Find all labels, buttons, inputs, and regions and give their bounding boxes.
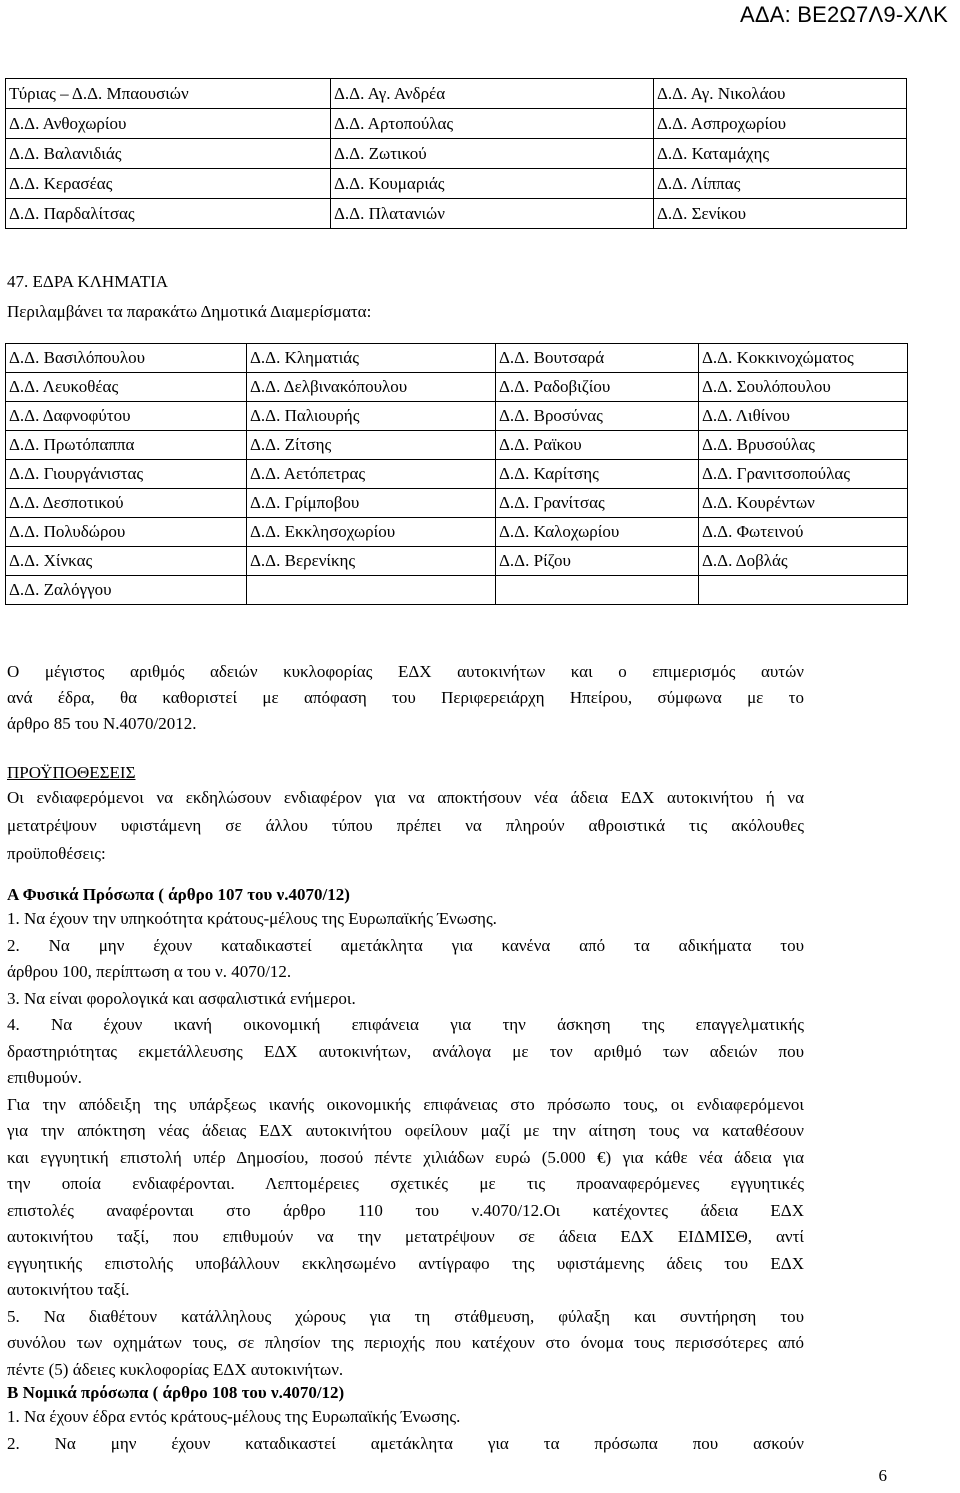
table-cell: Τύριας – Δ.Δ. Μπαουσιών [6, 79, 331, 109]
districts-table-klimatia [5, 343, 908, 605]
table-cell: Δ.Δ. Λίππας [654, 169, 907, 199]
paragraph-line: προϋποθέσεις: [7, 844, 106, 863]
prerequisites-intro [7, 784, 804, 868]
table-cell: Δ.Δ. Κερασέας [6, 169, 331, 199]
table-row [6, 547, 908, 576]
section-b-body [7, 1404, 804, 1457]
ada-code: ΑΔΑ: ΒΕ2Ω7Λ9-ΧΛΚ [739, 2, 948, 27]
table-cell: Δ.Δ. Βρυσούλας [699, 431, 908, 460]
list-item: 3. Να είναι φορολογικά και ασφαλιστικά ενήμεροι. [7, 988, 356, 1008]
paragraph-line: εγγυητικής επιστολής υποβάλλουν εκκλησωμένο αντίγραφο της υφιστάμενης άδεις του ΕΔΧ [7, 1253, 804, 1273]
paragraph-line: άρθρου 100, περίπτωση α του ν. 4070/12. [7, 962, 292, 981]
paragraph-line: άρθρο 85 του Ν.4070/2012. [7, 714, 197, 733]
table-row [6, 460, 908, 489]
table-row [6, 489, 908, 518]
table-cell: Δ.Δ. Σενίκου [654, 199, 907, 229]
table-cell: Δ.Δ. Δοβλάς [699, 547, 908, 576]
paragraph-line: Οι ενδιαφερόμενοι να εκδηλώσουν ενδιαφέρον για να αποκτήσουν νέα άδεια ΕΔΧ αυτοκινήτου ή να [7, 788, 804, 807]
table-cell: Δ.Δ. Βερενίκης [247, 547, 496, 576]
table-row [6, 199, 907, 229]
table-cell: Δ.Δ. Κοκκινοχώματος [699, 344, 908, 373]
table-row [6, 373, 908, 402]
table-cell: Δ.Δ. Γρίμποβου [247, 489, 496, 518]
paragraph-line: και εγγυητική επιστολή υπέρ Δημοσίου, ποσού πέντε χιλιάδων ευρώ (5.000 €) για κάθε νέα άδεια για [7, 1147, 804, 1167]
table-row [6, 344, 908, 373]
list-item: 2. Να μην έχουν καταδικαστεί αμετάκλητα για κανένα από τα αδικήματα του [7, 935, 804, 955]
table-cell: Δ.Δ. Κουμαριάς [331, 169, 654, 199]
table-cell: Δ.Δ. Χίνκας [6, 547, 247, 576]
paragraph-line: αυτοκινήτου ταξί, που επιθυμούν να την μετατρέψουν σε άδεια ΕΔΧ ΕΙΔΜΙΣΘ, αντί [7, 1227, 804, 1246]
table-row [6, 431, 908, 460]
paragraph-line: πέντε (5) άδειες κυκλοφορίας ΕΔΧ αυτοκινήτων. [7, 1359, 344, 1379]
table-cell: Δ.Δ. Ζίτσης [247, 431, 496, 460]
table-row [6, 402, 908, 431]
districts-table-continued [5, 78, 907, 229]
table-cell: Δ.Δ. Φωτεινού [699, 518, 908, 547]
table-row [6, 518, 908, 547]
paragraph-line: μετατρέψουν υφιστάμενη σε άλλου τύπου πρέπει να πληρούν αθροιστικά τις ακόλουθες [7, 816, 804, 835]
table-cell: Δ.Δ. Παρδαλίτσας [6, 199, 331, 229]
table-row [6, 139, 907, 169]
section-title: 47. ΕΔΡΑ ΚΛΗΜΑΤΙΑ [7, 272, 169, 291]
table-cell: Δ.Δ. Ασπροχωρίου [654, 109, 907, 139]
table-cell: Δ.Δ. Ζωτικού [331, 139, 654, 169]
table-cell: Δ.Δ. Γιουργάνιστας [6, 460, 247, 489]
table-cell: Δ.Δ. Σουλόπουλου [699, 373, 908, 402]
table-row [6, 79, 907, 109]
list-item: 2. Να μην έχουν καταδικαστεί αμετάκλητα για τα πρόσωπα που ασκούν [7, 1433, 804, 1453]
table-cell: Δ.Δ. Αετόπετρας [247, 460, 496, 489]
paragraph-line: αυτοκινήτου ταξί. [7, 1280, 130, 1299]
list-item: 4. Να έχουν ικανή οικονομική επιφάνεια για την άσκηση της επαγγελματικής [7, 1015, 804, 1034]
table-cell: Δ.Δ. Πολυδώρου [6, 518, 247, 547]
table-cell: Δ.Δ. Γρανίτσας [496, 489, 699, 518]
table-cell: Δ.Δ. Παλιουρής [247, 402, 496, 431]
table-cell: Δ.Δ. Πρωτόπαππα [6, 431, 247, 460]
list-item: 1. Να έχουν την υπηκοότητα κράτους-μέλους της Ευρωπαϊκής Ένωσης. [7, 909, 497, 928]
table-cell: Δ.Δ. Βουτσαρά [496, 344, 699, 373]
table-cell: Δ.Δ. Αγ. Ανδρέα [331, 79, 654, 109]
page-number: 6 [878, 1466, 887, 1485]
table-cell: Δ.Δ. Εκκλησοχωρίου [247, 518, 496, 547]
table-cell: Δ.Δ. Πλατανιών [331, 199, 654, 229]
table-cell: Δ.Δ. Λιθίνου [699, 402, 908, 431]
table-row [6, 109, 907, 139]
table-cell: Δ.Δ. Λευκοθέας [6, 373, 247, 402]
table-cell: Δ.Δ. Ραδοβιζίου [496, 373, 699, 402]
table-cell [699, 576, 908, 605]
list-item: 1. Να έχουν έδρα εντός κράτους-μέλους της Ευρωπαϊκής Ένωσης. [7, 1407, 461, 1426]
prerequisites-heading [7, 760, 807, 786]
table-cell: Δ.Δ. Ανθοχωρίου [6, 109, 331, 139]
table-cell: Δ.Δ. Δαφνοφύτου [6, 402, 247, 431]
paragraph-line: επιστολές αναφέρονται στο άρθρο 110 του ν.4070/12.Οι κατέχοντες άδεια ΕΔΧ [7, 1200, 804, 1220]
table-cell: Δ.Δ. Ρίζου [496, 547, 699, 576]
table-cell: Δ.Δ. Καταμάχης [654, 139, 907, 169]
table-cell: Δ.Δ. Αρτοπούλας [331, 109, 654, 139]
section-a-body [7, 906, 804, 1383]
table-row [6, 169, 907, 199]
table-cell: Δ.Δ. Δελβινακόπουλου [247, 373, 496, 402]
paragraph-line: επιθυμούν. [7, 1068, 82, 1087]
section-b-heading: Β Νομικά πρόσωπα ( άρθρο 108 του ν.4070/12) [7, 1383, 345, 1402]
section-47-header [7, 267, 807, 327]
table-cell: Δ.Δ. Καλοχωρίου [496, 518, 699, 547]
paragraph-line: Για την απόδειξη της υπάρξεως ικανής οικονομικής επιφάνειας στο πρόσωπο τους, οι ενδιαφερόμενοι [7, 1094, 804, 1114]
table-cell: Δ.Δ. Κουρέντων [699, 489, 908, 518]
table-cell [496, 576, 699, 605]
paragraph-line: Ο μέγιστος αριθμός αδειών κυκλοφορίας ΕΔΧ αυτοκινήτων και ο επιμερισμός αυτών [7, 662, 804, 681]
paragraph-line: δραστηριότητας εκμετάλλευσης ΕΔΧ αυτοκινήτων, ανάλογα με τον αριθμό των αδειών που [7, 1041, 804, 1061]
section-subtitle: Περιλαμβάνει τα παρακάτω Δημοτικά Διαμερίσματα: [7, 302, 372, 321]
table-cell: Δ.Δ. Κληματιάς [247, 344, 496, 373]
max-permits-paragraph [7, 659, 804, 737]
prerequisites-title: ΠΡΟΫΠΟΘΕΣΕΙΣ [7, 763, 136, 782]
table-cell: Δ.Δ. Βροσύνας [496, 402, 699, 431]
paragraph-line: ανά έδρα, θα καθοριστεί με απόφαση του Περιφερειάρχη Ηπείρου, σύμφωνα με το [7, 688, 804, 707]
table-cell: Δ.Δ. Γρανιτσοπούλας [699, 460, 908, 489]
table-cell: Δ.Δ. Αγ. Νικολάου [654, 79, 907, 109]
table-cell: Δ.Δ. Ραϊκου [496, 431, 699, 460]
paragraph-line: συνόλου των οχημάτων τους, σε πλησίον της περιοχής που κατέχουν στο όνομα τους περισσότερες από [7, 1333, 804, 1352]
table-cell: Δ.Δ. Βασιλόπουλου [6, 344, 247, 373]
section-a-heading: Α Φυσικά Πρόσωπα ( άρθρο 107 του ν.4070/12) [7, 885, 350, 904]
table-cell: Δ.Δ. Ζαλόγγου [6, 576, 247, 605]
table-cell: Δ.Δ. Καρίτσης [496, 460, 699, 489]
table-cell [247, 576, 496, 605]
table-cell: Δ.Δ. Βαλανιδιάς [6, 139, 331, 169]
paragraph-line: την οποία ενδιαφέρονται. Λεπτομέρειες σχετικές με τις προαναφερόμενες εγγυητικές [7, 1174, 804, 1193]
paragraph-line: για την απόκτηση νέας άδειας ΕΔΧ αυτοκινήτου οφείλουν μαζί με την αίτηση τους να καταθέσουν [7, 1121, 804, 1140]
table-row [6, 576, 908, 605]
table-cell: Δ.Δ. Δεσποτικού [6, 489, 247, 518]
list-item: 5. Να διαθέτουν κατάλληλους χώρους για τη στάθμευση, φύλαξη και συντήρηση του [7, 1306, 804, 1326]
